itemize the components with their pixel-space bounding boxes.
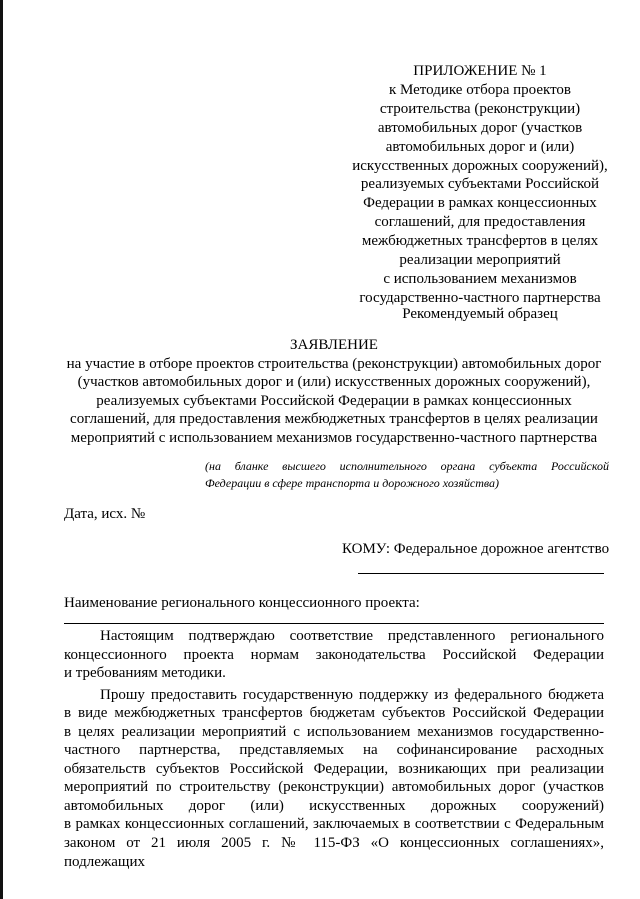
appendix-line: реализуемых субъектами Российской (360, 176, 600, 193)
body-line: в рамках концессионных соглашений, заключаемых в соответствии с Федеральным (64, 816, 604, 833)
appendix-line: искусственных дорожных сооружений), (352, 157, 608, 174)
body-line: обязательств субъектов Российской Федерации, возникающих при реализации (64, 760, 604, 777)
appendix-header (330, 62, 630, 308)
letterhead-note-line: (на бланке высшего исполнительного органа субъекта Российской (205, 459, 609, 473)
body-line: Прошу предоставить государственную поддержку из федерального бюджета (100, 686, 604, 703)
recipient-label: КОМУ: Федеральное дорожное агентство (342, 541, 610, 557)
body-line: автомобильных дорог (или) искусственных дорожных сооружений) (64, 797, 604, 814)
title-line: соглашений, для предоставления межбюджетных трансфертов в целях реализации (70, 411, 598, 428)
body-line: в целях реализации мероприятий с использованием механизмов государственно- (64, 723, 604, 740)
project-name-underline (64, 623, 604, 624)
title-line: на участие в отборе проектов строительства (реконструкции) автомобильных дорог (66, 355, 602, 372)
letterhead-note-line: Федерации в сфере транспорта и дорожного хозяйства) (205, 476, 500, 490)
appendix-line: Федерации в рамках концессионных (363, 195, 597, 212)
body-line: Настоящим подтверждаю соответствие представленного регионального (100, 628, 604, 644)
appendix-line: к Методике отбора проектов (388, 81, 572, 98)
body-line: частного партнерства, представляемых на софинансирование расходных (64, 742, 604, 759)
appendix-line: межбюджетных трансфертов в целях (361, 233, 599, 250)
appendix-number: ПРИЛОЖЕНИЕ № 1 (413, 63, 547, 79)
title-line: реализуемых субъектами Российской Федерации в рамках концессионных (96, 392, 572, 409)
appendix-line: соглашений, для предоставления (374, 214, 586, 231)
project-name-label: Наименование регионального концессионного проекта: (64, 595, 420, 611)
date-outgoing-label: Дата, исх. № (64, 506, 146, 522)
title-line: мероприятий с использованием механизмов государственно-частного партнерства (70, 429, 598, 446)
appendix-line: государственно-частного партнерства (359, 289, 601, 306)
letterhead-note (205, 458, 609, 492)
body-line: мероприятий по строительству (реконструкции) автомобильных дорог (участков (64, 779, 604, 796)
appendix-line: автомобильных дорог (участков (377, 119, 583, 136)
body-line: концессионного проекта нормам законодательства Российской Федерации (64, 646, 604, 663)
document-title (58, 336, 610, 448)
body-line: в виде межбюджетных трансфертов бюджетам субъектов Российской Федерации (64, 705, 604, 722)
body-line: законом от 21 июля 2005 г. № 115-ФЗ «О концессионных соглашениях», подлежащих (64, 835, 604, 870)
application-body (64, 627, 604, 871)
title-line: (участков автомобильных дорог и (или) искусственных дорожных сооружений), (77, 374, 591, 391)
recommended-sample-label: Рекомендуемый образец (402, 306, 558, 322)
appendix-line: реализации мероприятий (399, 252, 561, 269)
appendix-line: с использованием механизмов (383, 270, 577, 287)
title-heading: ЗАЯВЛЕНИЕ (290, 337, 378, 353)
appendix-line: автомобильных дорог и (или) (385, 138, 575, 155)
scan-edge (0, 0, 3, 899)
recipient-underline (358, 573, 604, 574)
appendix-line: строительства (реконструкции) (379, 100, 581, 117)
body-line: и требованиям методики. (64, 665, 226, 682)
